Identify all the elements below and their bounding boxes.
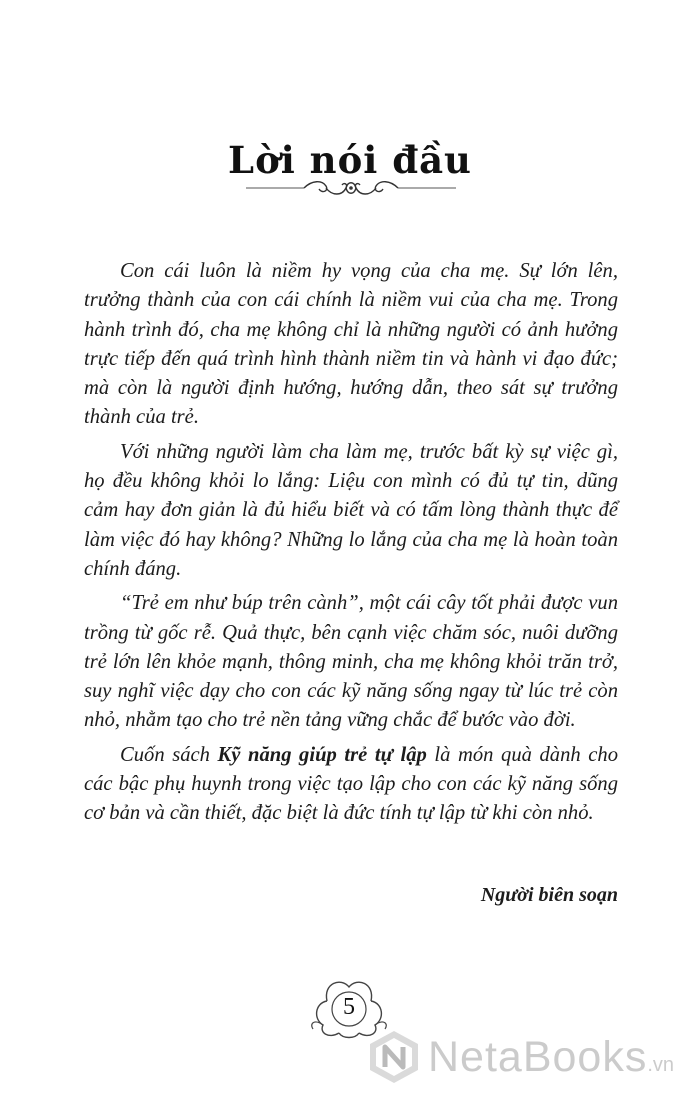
paragraph-3: “Trẻ em như búp trên cành”, một cái cây tốt phải được vun trồng từ gốc rễ. Quả thực, bên cạnh việc chăm sóc, nuôi dưỡng trẻ lớn lên khỏe mạnh, thông minh, cha mẹ không khỏi trăn trở, suy nghĩ việc dạy cho con các kỹ năng sống ngay từ lúc trẻ còn nhỏ, nhằm tạo cho trẻ nền tảng vững chắc để bước vào đời. [84, 592, 618, 732]
signature: Người biên soạn [480, 884, 618, 906]
paragraph-1: Con cái luôn là niềm hy vọng của cha mẹ. Sự lớn lên, trưởng thành của con cái chính là niềm vui của cha mẹ. Trong hành trình đó, cha mẹ không chỉ là những người có ảnh hưởng trực tiếp đến quá trình hình thành niềm tin và hành vi đạo đức; mà còn là người định hướng, hướng dẫn, theo sát sự trưởng thành của trẻ. [84, 260, 618, 429]
watermark-text [428, 1035, 674, 1087]
netabooks-logo-icon [366, 1029, 422, 1085]
title-ornament-icon [246, 176, 456, 200]
watermark-suffix: .vn [647, 1054, 675, 1076]
chapter-title: Lời nói đầu [228, 138, 472, 182]
watermark-brand: NetaBooks [428, 1033, 648, 1081]
paragraph-4-prefix: Cuốn sách [120, 743, 218, 766]
paragraph-4-suffix: là món quà dành cho các bậc phụ huynh trong việc tạo lập cho con các kỹ năng sống cơ bản và cần thiết, đặc biệt là đức tính tự lập từ khi còn nhỏ. [84, 743, 618, 825]
paragraph-2: Với những người làm cha làm mẹ, trước bất kỳ sự việc gì, họ đều không khỏi lo lắng: Liệu con mình có đủ tự tin, dũng cảm hay đơn giản là đủ hiểu biết và có tấm lòng thành thực để làm việc đó hay không? Những lo lắng của cha mẹ là hoàn toàn chính đáng. [84, 440, 618, 580]
book-title: Kỹ năng giúp trẻ tự lập [217, 743, 427, 766]
preface-body [84, 257, 618, 834]
page-number: 5 [343, 994, 355, 1020]
paragraph-4 [84, 741, 618, 829]
watermark [366, 1027, 700, 1087]
